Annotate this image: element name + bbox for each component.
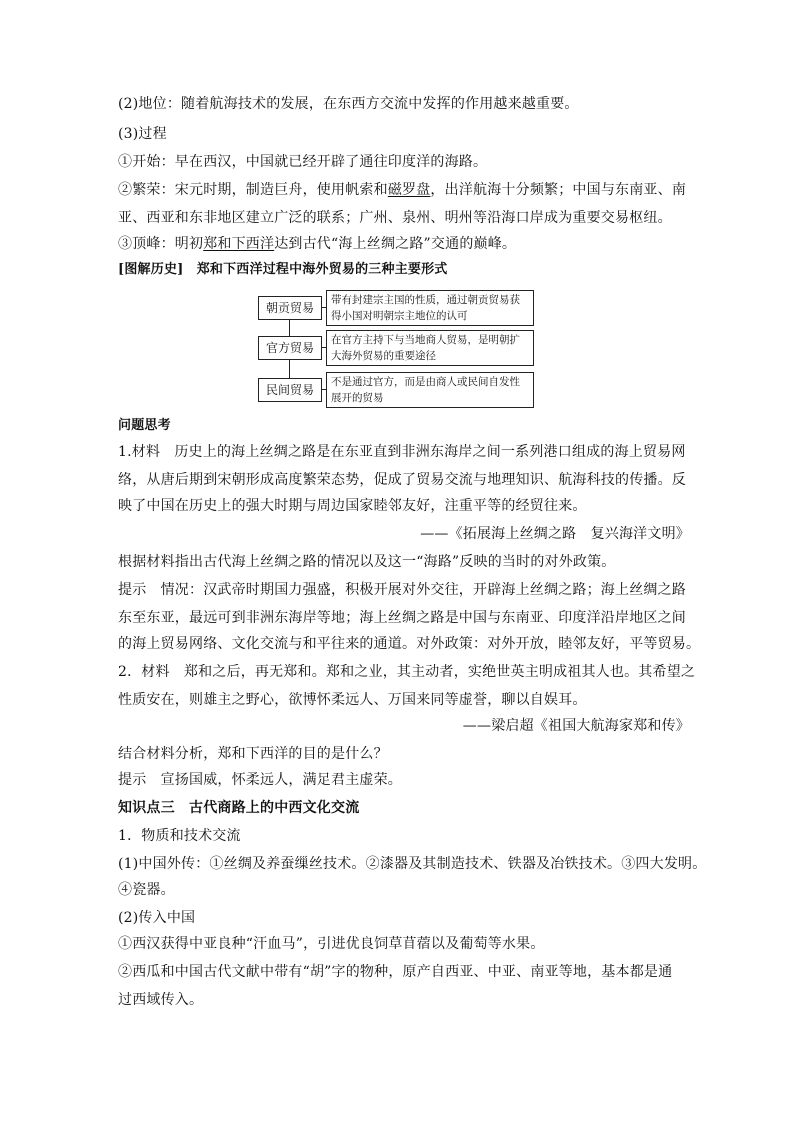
q1-source: ——《拓展海上丝绸之路 复兴海洋文明》	[420, 526, 690, 542]
text-span: ，出洋航海十分频繁；中国与东南亚、南	[430, 182, 687, 198]
q2-question: 结合材料分析，郑和下西洋的目的是什么？	[118, 746, 388, 762]
status-line: (2)地位：随着航海技术的发展，在东西方交流中发挥的作用越来越重要。	[118, 96, 579, 112]
trade-forms-diagram	[258, 290, 538, 410]
diagram-desc-private: 不是通过官方，而是由商人或民间自发性展开的贸易	[326, 372, 534, 408]
q1-material: 映了中国在历史上的强大时期与周边国家睦邻友好，注重平等的经贸往来。	[118, 498, 587, 514]
think-heading: 问题思考	[118, 418, 171, 433]
a1-hint: 东至东亚，最远可到非洲东海岸等地；海上丝绸之路是中国与东南亚、印度洋沿岸地区之间	[118, 610, 686, 626]
diagram-title: [图解历史] 郑和下西洋过程中海外贸易的三种主要形式	[118, 262, 448, 277]
underlined-term: 磁罗盘	[387, 182, 431, 198]
process-peak	[118, 234, 516, 254]
diagram-label-official: 官方贸易	[258, 336, 322, 360]
a1-hint: 提示 情况：汉武帝时期国力强盛，积极开展对外交往，开辟海上丝绸之路；海上丝绸之路	[118, 582, 686, 598]
a2-hint: 提示 宣扬国威，怀柔远人，满足君主虚荣。	[118, 772, 402, 788]
subsection-heading: 1．物质和技术交流	[118, 828, 241, 844]
q2-material: 2．材料 郑和之后，再无郑和。郑和之业，其主动者，实绝世英主明成祖其人也。其希望之	[118, 664, 696, 680]
export-line: (1)中国外传：①丝绸及养蚕缫丝技术。②漆器及其制造技术、铁器及冶铁技术。③四大发明。	[118, 856, 707, 872]
q2-source: ——梁启超《祖国大航海家郑和传》	[462, 718, 690, 734]
a1-hint: 的海上贸易网络、文化交流与和平往来的通道。对外政策：对外开放，睦邻友好，平等贸易。	[118, 636, 701, 652]
text-span: ③顶峰：明初	[118, 236, 204, 252]
diagram-label-private: 民间贸易	[258, 378, 322, 402]
section-heading: 知识点三 古代商路上的中西文化交流	[118, 800, 360, 816]
process-prosperity	[118, 180, 686, 200]
export-line: ④瓷器。	[118, 882, 175, 898]
import-line: ①西汉获得中亚良种“汗血马”，引进优良饲草苜蓿以及葡萄等水果。	[118, 936, 545, 952]
import-line: 过西域传入。	[118, 992, 204, 1008]
underlined-term: 郑和下西洋	[203, 236, 275, 252]
q2-material: 性质安在，则雄主之野心，欲博怀柔远人、万国来同等虚誉，聊以自娱耳。	[118, 692, 587, 708]
import-line: ②西瓜和中国古代文献中带有“胡”字的物种，原产自西亚、中亚、南亚等地，基本都是通	[118, 964, 673, 980]
text-span: 达到古代“海上丝绸之路”交通的巅峰。	[274, 236, 517, 252]
process-prosperity-cont: 亚、西亚和东非地区建立广泛的联系；广州、泉州、明州等沿海口岸成为重要交易枢纽。	[118, 210, 672, 226]
q1-material: 1.材料 历史上的海上丝绸之路是在东亚直到非洲东海岸之间一系列港口组成的海上贸易网	[118, 444, 686, 460]
q1-material: 络，从唐后期到宋朝形成高度繁荣态势，促成了贸易交流与地理知识、航海科技的传播。反	[118, 472, 686, 488]
text-span: ②繁荣：宋元时期，制造巨舟，使用帆索和	[118, 182, 388, 198]
diagram-desc-official: 在官方主持下与当地商人贸易，是明朝扩大海外贸易的重要途径	[326, 330, 534, 366]
diagram-desc-tribute: 带有封建宗主国的性质，通过朝贡贸易获得小国对明朝宗主地位的认可	[326, 290, 534, 326]
diagram-label-tribute: 朝贡贸易	[258, 296, 322, 320]
process-start: ①开始：早在西汉，中国就已经开辟了通往印度洋的海路。	[118, 154, 488, 170]
import-heading: (2)传入中国	[118, 910, 196, 926]
process-heading: (3)过程	[118, 126, 167, 142]
q1-question: 根据材料指出古代海上丝绸之路的情况以及这一“海路”反映的当时的对外政策。	[118, 554, 616, 570]
